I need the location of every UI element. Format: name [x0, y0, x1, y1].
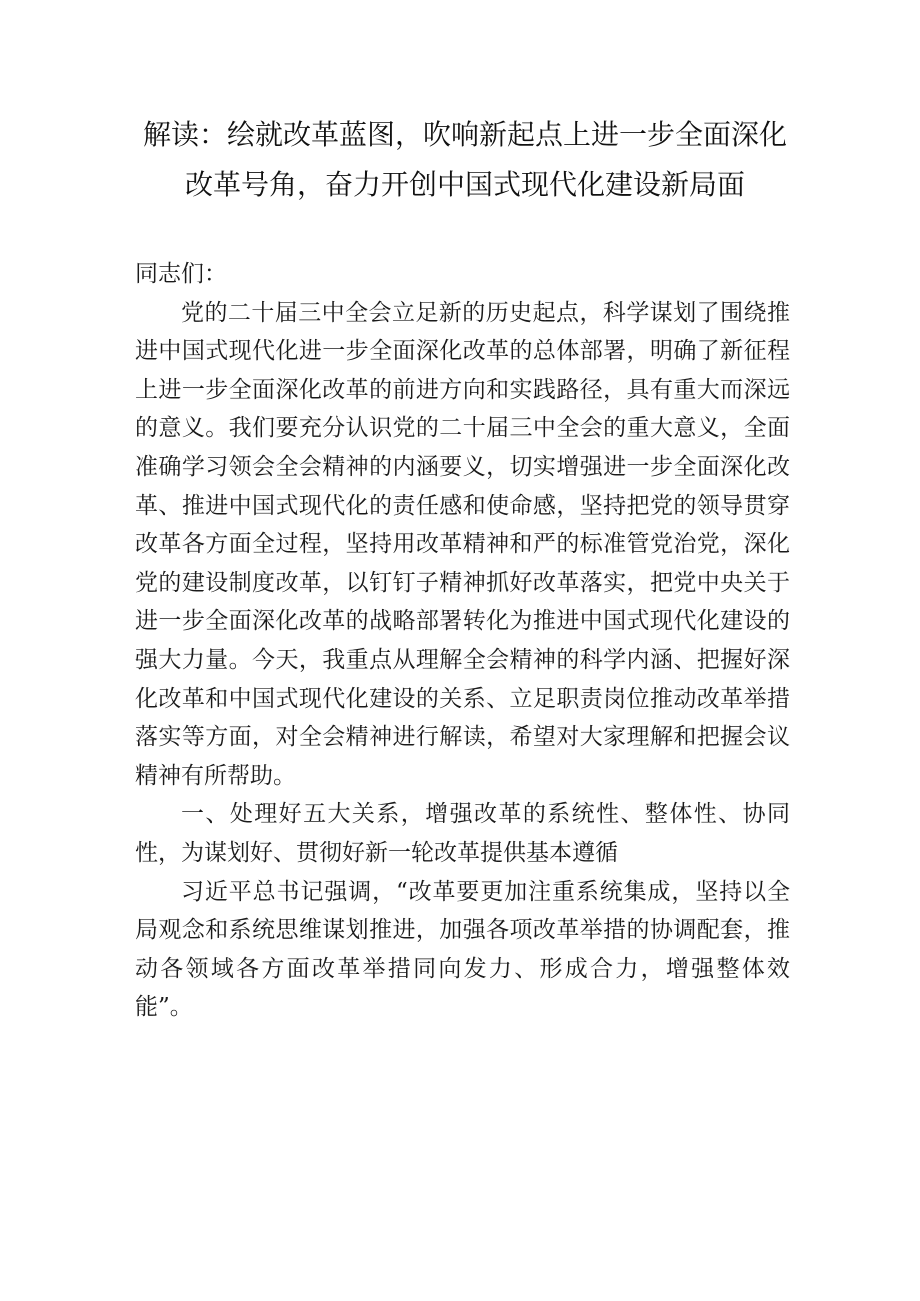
section-heading-1: 一、处理好五大关系，增强改革的系统性、整体性、协同性，为谋划好、贯彻好新一轮改革提供基本遵循 [135, 801, 790, 866]
document-body [135, 255, 790, 1027]
paragraph-quote: 习近平总书记强调，“改革要更加注重系统集成，坚持以全局观念和系统思维谋划推进，加强各项改革举措的协调配套，推动各领域各方面改革举措同向发力、形成合力，增强整体效能”。 [135, 878, 790, 1021]
title-line-2: 改革号角，奋力开创中国式现代化建设新局面 [184, 168, 745, 201]
title-line-1: 解读：绘就改革蓝图，吹响新起点上进一步全面深化 [142, 118, 787, 151]
paragraph-intro: 党的二十届三中全会立足新的历史起点，科学谋划了围绕推进中国式现代化进一步全面深化改革的总体部署，明确了新征程上进一步全面深化改革的前进方向和实践路径，具有重大而深远的意义。我们要充分认识党的二十届三中全会的重大意义，全面准确学习领会全会精神的内涵要义，切实增强进一步全面深化改革、推进中国式现代化的责任感和使命感，坚持把党的领导贯穿改革各方面全过程，坚持用改革精神和严的标准管党治党，深化党的建设制度改革，以钉钉子精神抓好改革落实，把党中央关于进一步全面深化改革的战略部署转化为推进中国式现代化建设的强大力量。今天，我重点从理解全会精神的科学内涵、把握好深化改革和中国式现代化建设的关系、立足职责岗位推动改革举措落实等方面，对全会精神进行解读，希望对大家理解和把握会议精神有所帮助。 [135, 299, 790, 789]
document-title [135, 110, 795, 210]
salutation: 同志们： [135, 261, 227, 287]
